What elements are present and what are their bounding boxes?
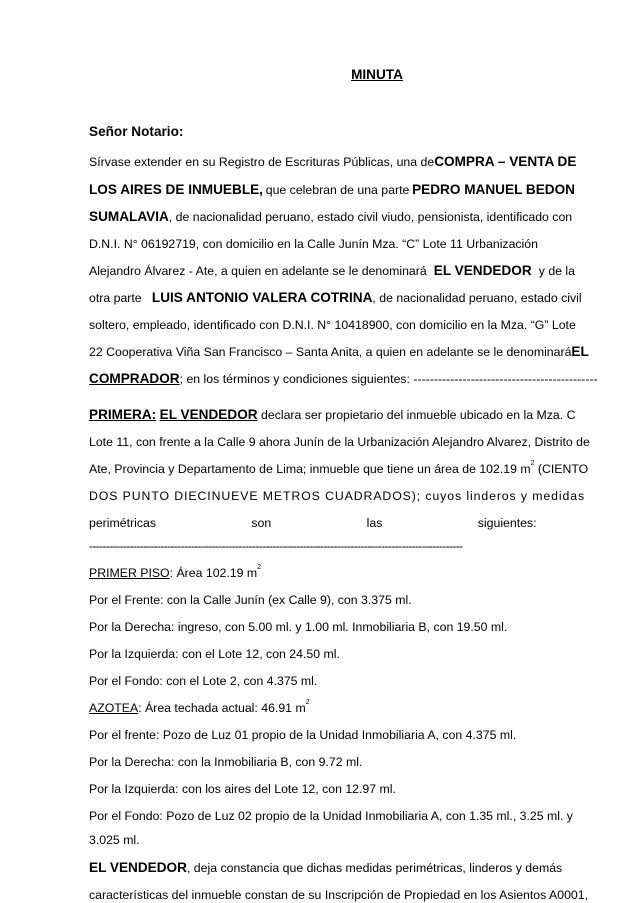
p1-line-5 bbox=[89, 263, 575, 279]
buyer-name: LUIS ANTONIO VALERA COTRINA bbox=[151, 290, 373, 305]
list-item: Por la Izquierda: con los aires del Lote 12, con 12.97 ml. bbox=[89, 782, 396, 796]
p1-line-9 bbox=[89, 371, 598, 387]
contract-type: COMPRA – VENTA DE bbox=[434, 154, 577, 169]
first-floor-heading bbox=[89, 565, 575, 581]
p2-line-4: DOS PUNTO DIECINUEVE METROS CUADRADOS); cuyos linderos y medidas bbox=[89, 489, 586, 503]
list-item: Por el Fondo: Pozo de Luz 02 propio de la Unidad Inmobiliaria A, con 1.35 ml., 3.25 ml. y bbox=[89, 809, 573, 823]
p3-line-1 bbox=[89, 860, 575, 876]
p1-line-1 bbox=[89, 154, 575, 170]
text: 22 Cooperativa Viña San Francisco – Santa Anita, a quien en adelante se le denominará bbox=[89, 345, 572, 359]
list-item: Por el Fondo: con el Lote 2, con 4.375 ml. bbox=[89, 674, 318, 688]
p1-line-6 bbox=[89, 290, 582, 306]
seller-label: EL VENDEDOR bbox=[159, 407, 258, 422]
roof-label: AZOTEA bbox=[89, 701, 139, 715]
text: otra parte bbox=[89, 291, 142, 305]
superscript: 2 bbox=[257, 564, 262, 571]
superscript: 2 bbox=[305, 699, 310, 706]
p2-line-2: Lote 11, con frente a la Calle 9 ahora Junín de la Urbanización Alejandro Alvarez, Distrito de bbox=[89, 435, 590, 449]
p1-line-7: soltero, empleado, identificado con D.N.I. N° 10418900, con domicilio en la Mza. “G” Lote bbox=[89, 318, 576, 332]
list-item: Por la Derecha: con la Inmobiliaria B, con 9.72 ml. bbox=[89, 755, 363, 769]
p2-line-6: -------------------------------------------------------------------------------------------------------------- bbox=[89, 539, 463, 553]
list-item: 3.025 ml. bbox=[89, 833, 140, 847]
p3-line-2: características del inmueble constan de su Inscripción de Propiedad en los Asientos A0001, bbox=[89, 888, 589, 902]
text: ; en los términos y condiciones siguientes: --------------------------------------------- bbox=[179, 372, 598, 386]
p1-line-4: D.N.I. N° 06192719, con domicilio en la Calle Junín Mza. “C” Lote 11 Urbanización bbox=[89, 237, 538, 251]
p1-line-2 bbox=[89, 182, 575, 198]
text: , de nacionalidad peruano, estado civil viudo, pensionista, identificado con bbox=[168, 210, 573, 224]
list-item: Por la Izquierda: con el Lote 12, con 24.50 ml. bbox=[89, 647, 340, 661]
text: declara ser propietario del inmueble ubicado en la Mza. C bbox=[261, 408, 576, 422]
list-item: Por la Derecha: ingreso, con 5.00 ml. y 1.00 ml. Inmobiliaria B, con 19.50 ml. bbox=[89, 620, 508, 634]
text: y de la bbox=[538, 264, 575, 278]
p2-line-5: perimétricas son las siguientes: bbox=[89, 516, 537, 530]
list-item: Por el Frente: con la Calle Junín (ex Calle 9), con 3.375 ml. bbox=[89, 593, 412, 607]
seller-name: PEDRO MANUEL BEDON bbox=[412, 182, 575, 197]
clause-heading: PRIMERA: bbox=[89, 407, 157, 422]
text: que celebran de una parte bbox=[265, 183, 410, 197]
text: Ate, Provincia y Departamento de Lima; inmueble que tiene un área de 102.19 m bbox=[89, 462, 531, 476]
text: (CIENTO bbox=[534, 462, 589, 476]
list-item: Por el frente: Pozo de Luz 01 propio de la Unidad Inmobiliaria A, con 4.375 ml. bbox=[89, 728, 517, 742]
seller-label: EL VENDEDOR bbox=[89, 860, 187, 875]
area: : Área 102.19 m bbox=[169, 566, 258, 580]
seller-surname: SUMALAVIA bbox=[89, 209, 169, 224]
text: , de nacionalidad peruano, estado civil bbox=[372, 291, 582, 305]
first-floor-label: PRIMER PISO bbox=[89, 566, 170, 580]
p2-line-3 bbox=[89, 460, 589, 477]
text: Sírvase extender en su Registro de Escrituras Públicas, una de bbox=[89, 155, 435, 169]
p2-line-1 bbox=[89, 407, 575, 423]
salutation: Señor Notario: bbox=[89, 124, 184, 139]
contract-object: LOS AIRES DE INMUEBLE, bbox=[89, 182, 263, 197]
text: Alejandro Álvarez - Ate, a quien en adelante se le denominará bbox=[89, 264, 427, 278]
document-title: MINUTA bbox=[351, 67, 403, 82]
p1-line-8 bbox=[89, 344, 589, 360]
seller-label: EL VENDEDOR bbox=[433, 263, 532, 278]
buyer-label-part: EL bbox=[571, 344, 589, 359]
p1-line-3 bbox=[89, 209, 575, 225]
buyer-label: COMPRADOR bbox=[89, 371, 180, 386]
text: , deja constancia que dichas medidas perimétricas, linderos y demás bbox=[186, 861, 563, 875]
area: : Área techada actual: 46.91 m bbox=[138, 701, 306, 715]
roof-heading bbox=[89, 700, 575, 716]
superscript: 2 bbox=[530, 460, 535, 467]
